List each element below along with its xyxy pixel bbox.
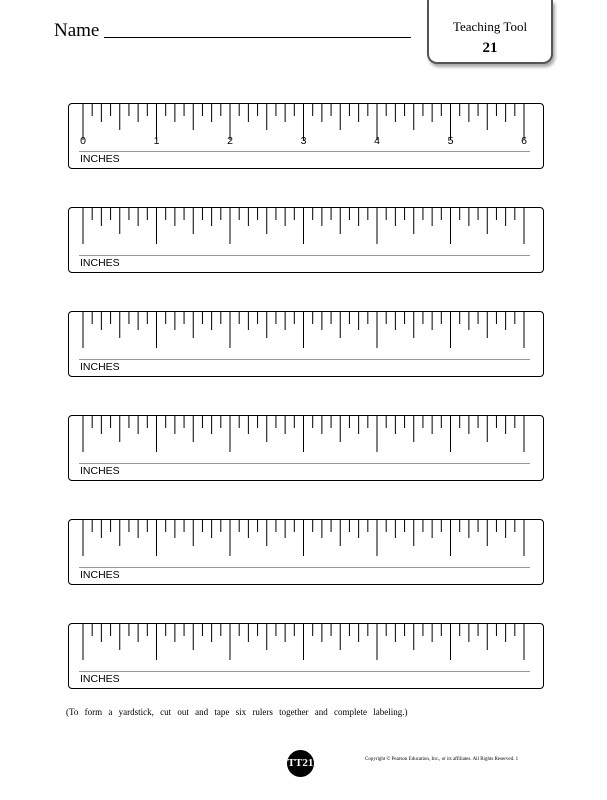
name-write-line[interactable] (104, 37, 411, 38)
ruler-baseline (79, 255, 530, 256)
ruler-ticks (69, 624, 545, 690)
ruler-number: 0 (80, 135, 86, 147)
ruler-number: 5 (447, 135, 454, 147)
ruler-unit-label: INCHES (80, 257, 120, 269)
ruler (68, 103, 544, 169)
ruler-unit-label: INCHES (80, 153, 120, 165)
ruler (68, 311, 544, 377)
ruler-unit-label: INCHES (80, 465, 120, 477)
ruler-unit-label: INCHES (80, 569, 120, 581)
ruler-ticks (69, 520, 545, 586)
ruler-baseline (79, 671, 530, 672)
ruler-baseline (79, 359, 530, 360)
copyright-notice: Copyright © Pearson Education, Inc., or its affiliates. All Rights Reserved. 1 (365, 757, 519, 762)
name-label: Name (54, 20, 100, 41)
ruler-baseline (79, 463, 530, 464)
ruler (68, 519, 544, 585)
ruler-ticks (69, 312, 545, 378)
ruler-number: 1 (153, 135, 160, 147)
ruler (68, 415, 544, 481)
ruler (68, 623, 544, 689)
teaching-tool-title: Teaching Tool (452, 19, 528, 34)
ruler-ticks (69, 104, 545, 170)
ruler-ticks (69, 416, 545, 482)
ruler-unit-label: INCHES (80, 361, 120, 373)
ruler-ticks (69, 208, 545, 274)
ruler-baseline (79, 567, 530, 568)
ruler-number: 3 (300, 135, 307, 147)
teaching-tool-number: 21 (482, 40, 498, 56)
ruler-baseline (79, 151, 530, 152)
ruler-unit-label: INCHES (80, 673, 120, 685)
ruler-number: 6 (521, 135, 527, 147)
teaching-tool-tab (427, 0, 553, 64)
ruler-number: 4 (374, 135, 380, 147)
instructions-text: (To form a yardstick, cut out and tape six rulers together and complete labeling.) (66, 707, 408, 717)
ruler-number: 2 (227, 135, 233, 147)
ruler (68, 207, 544, 273)
teaching-tool-badge: TT21 (287, 750, 314, 777)
